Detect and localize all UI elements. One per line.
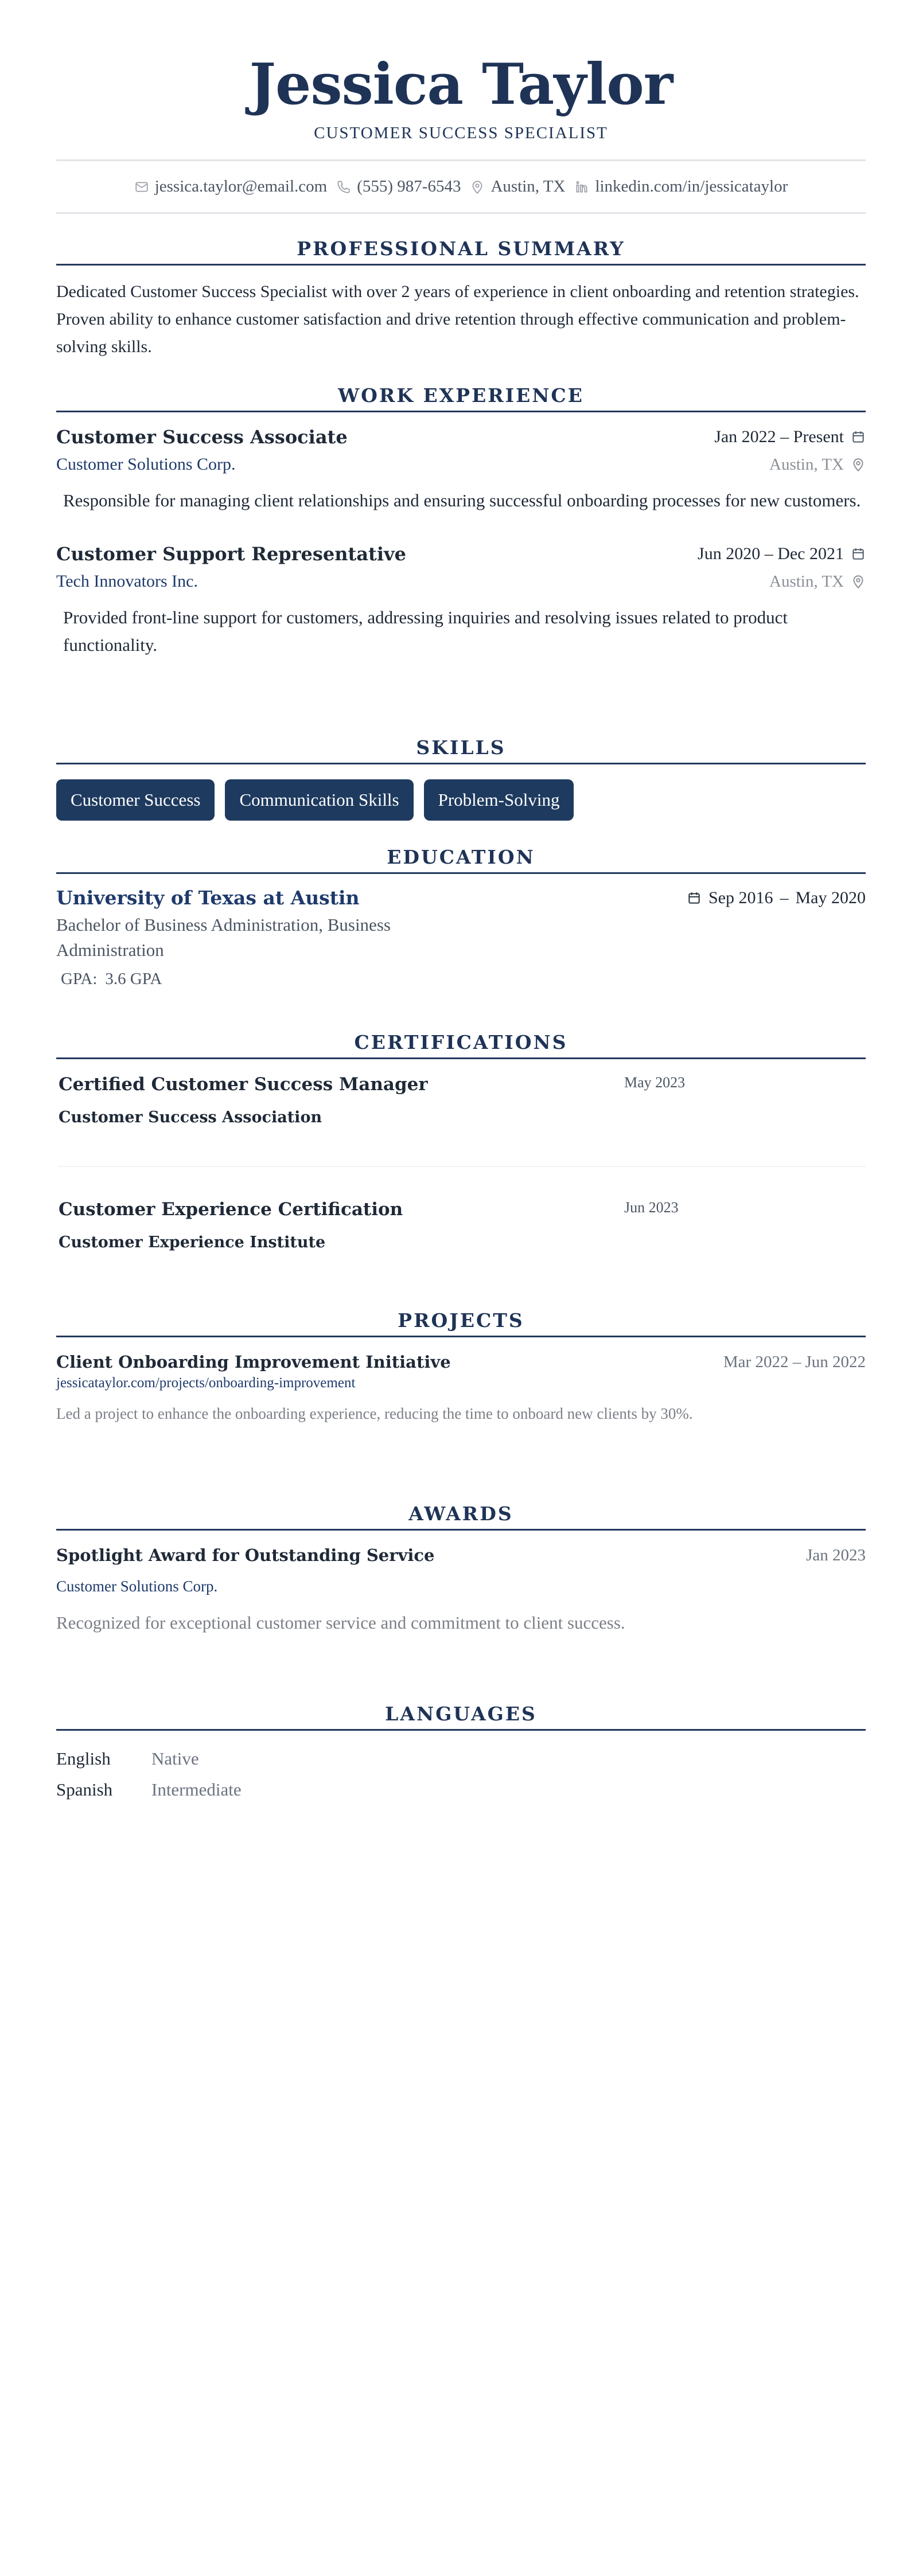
language-item	[56, 1774, 866, 1805]
award-header-row	[56, 1545, 866, 1565]
gpa-value: 3.6 GPA	[105, 970, 162, 988]
contact-phone[interactable]	[336, 177, 461, 196]
job-title: Customer Support Representative	[56, 543, 406, 565]
email-text: jessica.taylor@email.com	[154, 177, 328, 196]
project-title: Client Onboarding Improvement Initiative	[56, 1352, 451, 1372]
candidate-title: CUSTOMER SUCCESS SPECIALIST	[314, 124, 608, 142]
skill-pill: Communication Skills	[225, 779, 413, 821]
award-title: Spotlight Award for Outstanding Service	[56, 1545, 435, 1565]
award-organization: Customer Solutions Corp.	[56, 1578, 218, 1595]
contact-email[interactable]	[134, 177, 328, 196]
summary-text: Dedicated Customer Success Specialist with over 2 years of experience in client onboarding and retention strategies. Proven ability to enhance customer satisfaction and drive retention through effective communication and problem-solving skills.	[56, 282, 859, 356]
certification-issuer: Customer Experience Institute	[59, 1234, 326, 1251]
language-level: Native	[151, 1748, 199, 1769]
project-link[interactable]: jessicataylor.com/projects/onboarding-improvement	[56, 1375, 356, 1391]
summary-section	[56, 236, 866, 361]
section-heading-skills: SKILLS	[56, 735, 866, 764]
job-date-text: Jan 2022 – Present	[714, 427, 844, 446]
section-heading-summary: PROFESSIONAL SUMMARY	[56, 236, 866, 266]
project-description: Led a project to enhance the onboarding experience, reducing the time to onboard new clients by 30%.	[56, 1405, 693, 1422]
contact-location	[470, 177, 565, 196]
job-location-text: Austin, TX	[769, 572, 844, 591]
certification-date: May 2023	[624, 1074, 686, 1091]
experience-sub-row	[56, 572, 866, 591]
projects-section	[56, 1308, 866, 1423]
location-text: Austin, TX	[490, 177, 566, 196]
map-pin-icon	[851, 457, 866, 472]
language-level: Intermediate	[151, 1779, 242, 1800]
education-dates	[687, 888, 866, 908]
education-end: May 2020	[795, 888, 866, 907]
section-heading-education: EDUCATION	[56, 845, 866, 874]
certification-divider	[59, 1166, 866, 1167]
award-item	[56, 1545, 866, 1633]
experience-section	[56, 383, 866, 659]
linkedin-text: linkedin.com/in/jessicataylor	[595, 177, 788, 196]
job-description: Provided front-line support for customers, addressing inquiries and resolving issues related to product functionality.	[63, 607, 788, 655]
resume-page	[56, 0, 866, 1800]
job-date-text: Jun 2020 – Dec 2021	[698, 544, 844, 563]
certification-item	[56, 1199, 866, 1285]
language-item	[56, 1743, 866, 1774]
project-date: Mar 2022 – Jun 2022	[723, 1352, 866, 1371]
experience-item	[56, 426, 866, 514]
skill-pill: Problem-Solving	[424, 779, 574, 821]
education-header-row	[56, 887, 866, 909]
map-pin-icon	[851, 574, 866, 589]
education-separator: –	[780, 888, 789, 907]
linkedin-icon	[574, 179, 589, 194]
skills-section	[56, 735, 866, 821]
award-description: Recognized for exceptional customer service and commitment to client success.	[56, 1613, 625, 1633]
project-item	[56, 1352, 866, 1423]
degree: Bachelor of Business Administration, Business Administration	[56, 915, 391, 960]
job-title: Customer Success Associate	[56, 426, 348, 448]
contact-bar	[56, 159, 866, 214]
calendar-icon	[851, 430, 866, 444]
contact-linkedin[interactable]	[574, 177, 788, 196]
job-description: Responsible for managing client relationships and ensuring successful onboarding processes for new customers.	[63, 490, 861, 510]
gpa-label: GPA:	[61, 970, 98, 988]
phone-icon	[336, 179, 351, 194]
certification-item	[56, 1074, 866, 1160]
award-date: Jan 2023	[806, 1545, 866, 1564]
languages-section	[56, 1701, 866, 1805]
certification-name: Certified Customer Success Manager	[59, 1074, 428, 1095]
calendar-icon	[851, 547, 866, 561]
section-heading-projects: PROJECTS	[56, 1308, 866, 1337]
section-heading-languages: LANGUAGES	[56, 1701, 866, 1731]
skill-pill: Customer Success	[56, 779, 215, 821]
mail-icon	[134, 179, 149, 194]
skills-list	[56, 779, 866, 821]
candidate-name: Jessica Taylor	[249, 52, 673, 118]
language-name: English	[56, 1748, 111, 1769]
languages-list	[56, 1743, 866, 1805]
job-location	[769, 455, 866, 474]
company-name: Tech Innovators Inc.	[56, 572, 198, 591]
resume-header	[56, 0, 866, 214]
language-name: Spanish	[56, 1779, 113, 1800]
certification-name: Customer Experience Certification	[59, 1199, 403, 1220]
certification-date: Jun 2023	[624, 1199, 679, 1216]
phone-text: (555) 987-6543	[357, 177, 461, 196]
job-date	[698, 544, 866, 564]
certification-issuer: Customer Success Association	[59, 1109, 322, 1126]
map-pin-icon	[470, 179, 485, 194]
section-heading-awards: AWARDS	[56, 1501, 866, 1531]
job-location-text: Austin, TX	[769, 455, 844, 474]
certifications-section	[56, 1030, 866, 1285]
section-heading-experience: WORK EXPERIENCE	[56, 383, 866, 412]
job-date	[714, 427, 866, 447]
experience-sub-row	[56, 455, 866, 474]
job-location	[769, 572, 866, 591]
education-section	[56, 845, 866, 989]
school-name: University of Texas at Austin	[56, 887, 360, 909]
company-name: Customer Solutions Corp.	[56, 455, 236, 474]
experience-header-row	[56, 426, 866, 448]
calendar-icon	[687, 891, 702, 905]
awards-section	[56, 1501, 866, 1633]
project-header-row	[56, 1352, 866, 1372]
gpa	[56, 970, 866, 989]
experience-item	[56, 543, 866, 659]
education-start: Sep 2016	[708, 888, 773, 907]
section-heading-certifications: CERTIFICATIONS	[56, 1030, 866, 1059]
experience-header-row	[56, 543, 866, 565]
